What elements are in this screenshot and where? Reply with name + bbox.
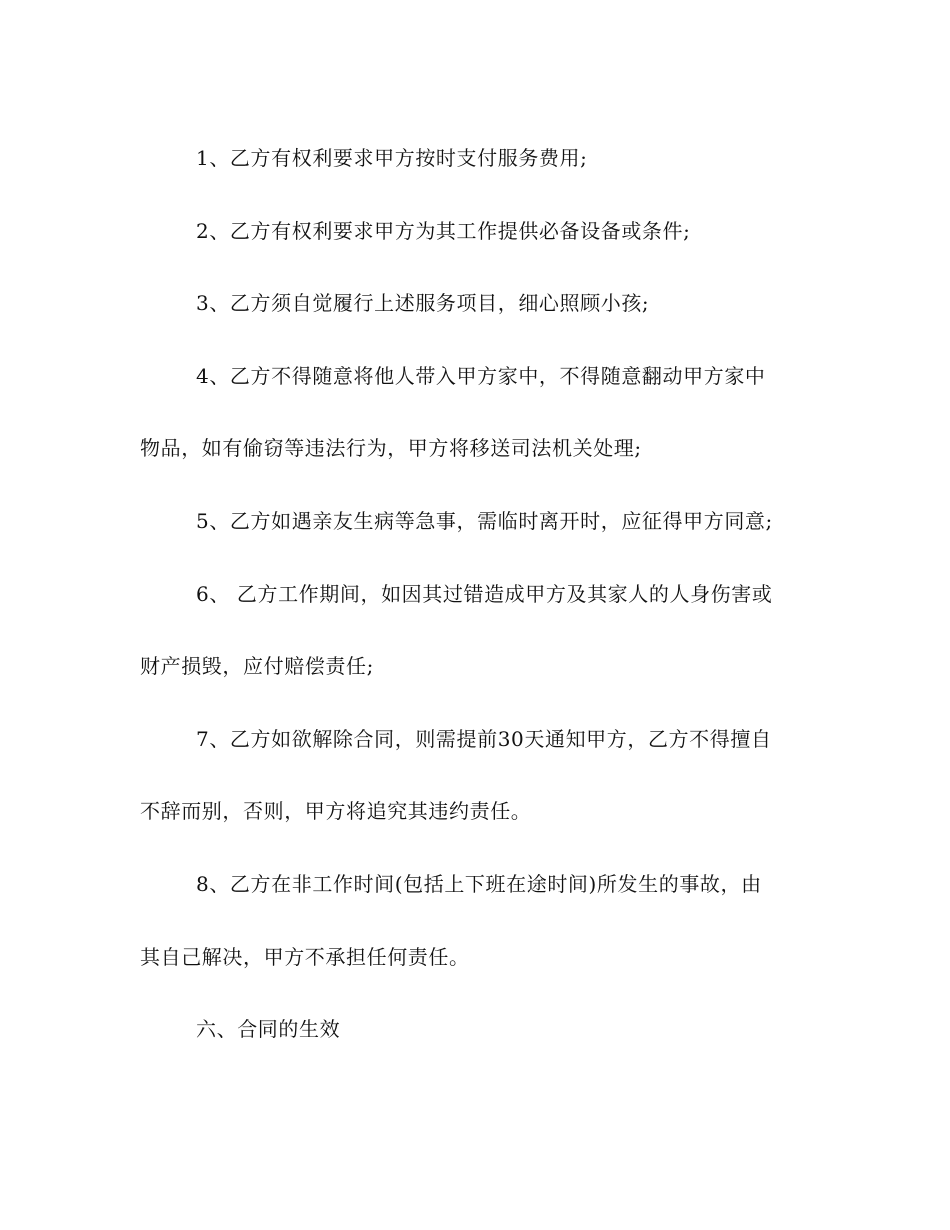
clause-6-line-2: 财产损毁，应付赔偿责任; [140,654,374,679]
clause-5: 5、乙方如遇亲友生病等急事，需临时离开时，应征得甲方同意; [196,508,773,533]
clause-7-line-1: 7、乙方如欲解除合同，则需提前30天通知甲方，乙方不得擅自 [196,726,772,751]
clause-2: 2、乙方有权利要求甲方为其工作提供必备设备或条件; [196,218,691,243]
clause-4-line-2: 物品，如有偷窃等违法行为，甲方将移送司法机关处理; [140,436,642,461]
clause-7-line-2: 不辞而别，否则，甲方将追究其违约责任。 [140,799,532,824]
clause-6-line-1: 6、 乙方工作期间，如因其过错造成甲方及其家人的人身伤害或 [196,581,773,606]
clause-4-line-1: 4、乙方不得随意将他人带入甲方家中，不得随意翻动甲方家中 [196,363,766,388]
clause-3: 3、乙方须自觉履行上述服务项目，细心照顾小孩; [196,291,650,316]
clause-8-line-1: 8、乙方在非工作时间(包括上下班在途时间)所发生的事故，由 [196,871,762,896]
section-heading-contract-effect: 六、合同的生效 [196,1017,341,1042]
clause-8-line-2: 其自己解决，甲方不承担任何责任。 [140,944,470,969]
contract-text [140,138,805,1082]
clause-1: 1、乙方有权利要求甲方按时支付服务费用; [196,146,588,170]
